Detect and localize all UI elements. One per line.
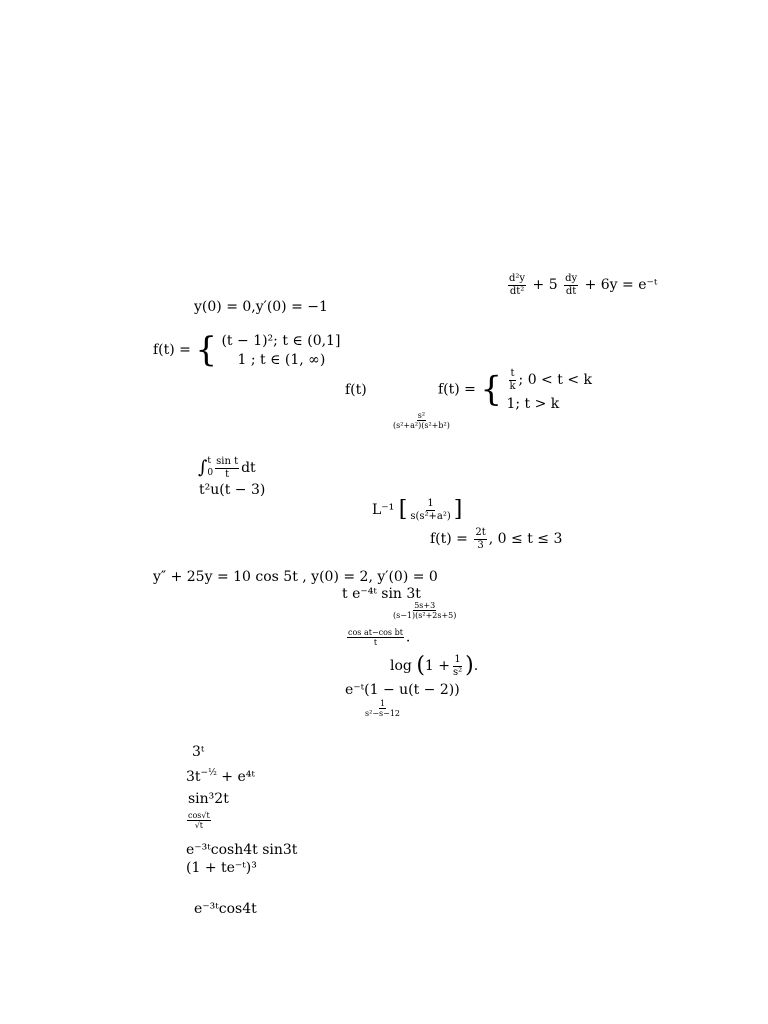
log-num: 1 — [454, 654, 461, 665]
log-inner: 1 + — [424, 658, 451, 674]
integral-expression — [198, 456, 256, 480]
frac-quad-den: s²−s−12 — [365, 709, 401, 719]
step-expression: t²u(t − 3) — [199, 482, 266, 498]
ft3-rest: , 0 ≤ t ≤ 3 — [488, 531, 563, 547]
piecewise1-case2: 1 ; t ∈ (1, ∞) — [237, 351, 326, 368]
ode-rest: + 6y = e⁻ᵗ — [584, 277, 658, 293]
ode-frac-num: d²y — [509, 273, 526, 284]
fraction-s2 — [390, 411, 453, 430]
frac-s2-num: s² — [417, 411, 426, 420]
piecewise2-num: t — [510, 368, 515, 379]
ft3-den: 3 — [477, 539, 484, 551]
inv-laplace-prefix: L⁻¹ — [372, 502, 395, 518]
frac-s2-den: (s²+a²)(s²+b²) — [393, 421, 450, 431]
piecewise1-case1: (t − 1)²; t ∈ (0,1] — [221, 332, 341, 349]
inv-laplace-den: s(s²+a²) — [410, 510, 451, 522]
piecewise2-lhs: f(t) = — [438, 381, 476, 398]
list-cosh: e⁻³ᵗcosh4t sin3t — [186, 842, 298, 858]
inverse-laplace: L⁻¹ [ $\frac{1}{\text{s(s²+a²)}}$ ] — [372, 497, 463, 522]
frac5s-num: 5s+3 — [414, 601, 436, 610]
piecewise1-lhs: f(t) = — [153, 342, 191, 358]
left-brace-icon: { — [480, 369, 503, 410]
frac5s-den: (s−1)(s²+2s+5) — [393, 611, 457, 621]
integral-lower: 0 — [207, 468, 214, 478]
ft-label: f(t) — [345, 382, 367, 398]
list-cos-den: √t — [194, 821, 204, 831]
ode2-equation: y″ + 25y = 10 cos 5t , y(0) = 2, y′(0) = 0 — [153, 569, 438, 585]
integral-num: sin t — [216, 456, 239, 467]
log-expression: log (1 + $\frac{1}{\text{s²}}$ ). — [390, 653, 479, 678]
list-ecos: e⁻³ᵗcos4t — [194, 901, 257, 917]
log-prefix: log — [390, 658, 412, 674]
ft3-num: 2t — [475, 527, 486, 538]
ode-dy: dy — [565, 273, 578, 284]
integral-den: t — [225, 468, 230, 480]
left-brace-icon: { — [195, 330, 218, 370]
list-cos-frac — [185, 811, 213, 830]
ft3-equation — [430, 527, 562, 551]
exp-step-expression: e⁻ᵗ(1 − u(t − 2)) — [345, 682, 460, 698]
ft3-lhs: f(t) = — [430, 531, 468, 547]
integral-sign: ∫ — [198, 457, 208, 478]
list-3t-exp — [186, 770, 255, 784]
ode-equation — [506, 273, 657, 297]
frac-quad-num: 1 — [379, 699, 386, 708]
piecewise2-case1-rest: ; 0 < t < k — [518, 372, 592, 388]
piecewise-function-1 — [153, 330, 341, 370]
fraction-quadratic — [362, 699, 403, 718]
list-3t-tail: + e⁴ᵗ — [221, 769, 255, 785]
list-cos-num: cos√t — [188, 811, 210, 820]
list-sin3: sin³2t — [188, 791, 229, 807]
piecewise2-den: k — [509, 380, 516, 392]
list-3t: 3ᵗ — [192, 744, 205, 760]
list-3t-exponent: −½ — [200, 768, 217, 778]
log-den: s² — [453, 666, 463, 678]
fraction-cos: $\frac{\text{cos at−cos bt}}{t}$ . — [348, 628, 411, 648]
list-cube: (1 + te⁻ᵗ)³ — [186, 860, 257, 876]
te4t-expression: t e⁻⁴ᵗ sin 3t — [342, 586, 421, 602]
integral-dt: dt — [241, 460, 256, 476]
piecewise-function-2 — [438, 368, 592, 411]
ode-frac-den: dt² — [509, 285, 525, 297]
fraction-5s — [390, 601, 459, 620]
frac-cos-den: t — [373, 638, 378, 648]
piecewise2-case2: 1; t > k — [506, 396, 560, 412]
inv-laplace-num: 1 — [427, 498, 434, 509]
list-3t-base: 3t — [186, 769, 201, 785]
ode-dt: dt — [565, 285, 577, 297]
initial-conditions: y(0) = 0,y′(0) = −1 — [194, 299, 328, 315]
frac-cos-num: cos at−cos bt — [348, 628, 403, 637]
integral-upper: t — [207, 456, 212, 467]
ode-coeff: + 5 — [532, 277, 558, 293]
